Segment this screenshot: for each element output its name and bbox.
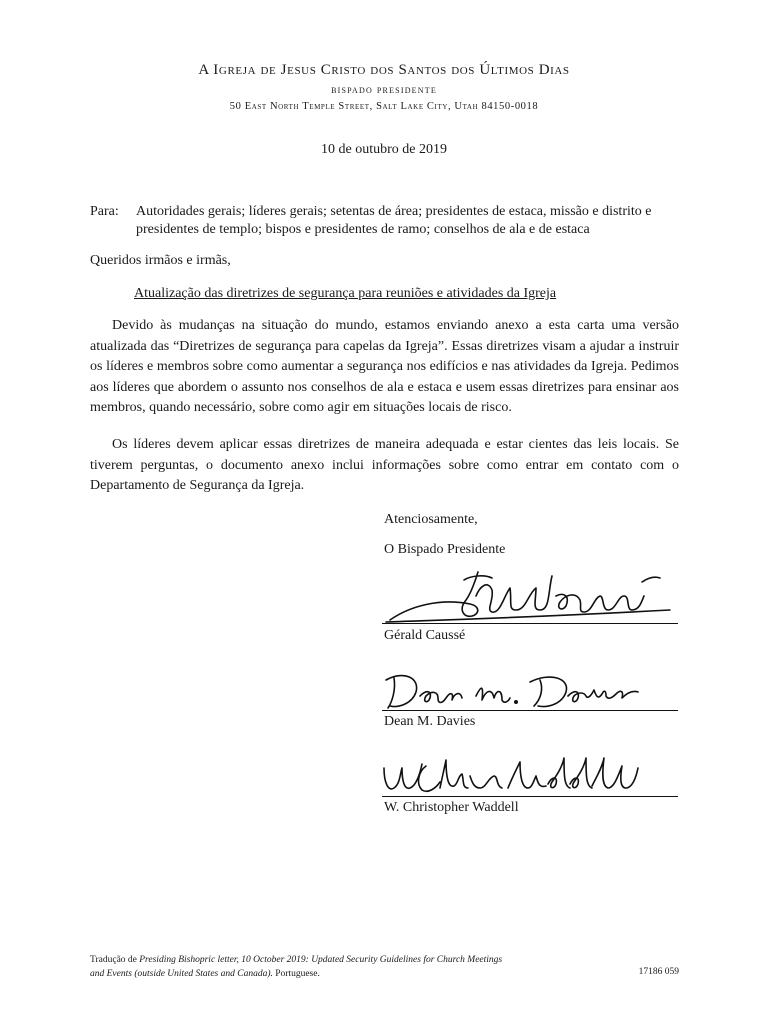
signer-name: W. Christopher Waddell (384, 800, 519, 815)
signature-image (380, 660, 680, 712)
letterhead-subtitle: bispado presidente (331, 84, 437, 96)
signature-line (382, 710, 678, 711)
signer-name: Gérald Caussé (384, 628, 466, 643)
recipients-label: Para: (90, 204, 119, 219)
greeting: Queridos irmãos e irmãs, (90, 253, 231, 268)
signer-group: O Bispado Presidente (384, 542, 506, 557)
signature-line (382, 796, 678, 797)
signature-image (380, 748, 680, 800)
letterhead-title: A Igreja de Jesus Cristo dos Santos dos Últimos Dias (198, 62, 570, 78)
footer-italic-title: Presiding Bishopric letter, 10 October 2019: Updated Security Guidelines for Church Meetings and Events (outside United States and Canada). (90, 955, 503, 979)
footer-prefix: Tradução de (90, 955, 140, 965)
body-paragraph: Os líderes devem aplicar essas diretrizes de maneira adequada e estar cientes das leis locais. Se tiverem perguntas, o documento anexo inclui informações sobre como entrar em contato com o Departamento de Segurança da Igreja. (90, 437, 679, 493)
letter-date: 10 de outubro de 2019 (321, 142, 447, 157)
signer-name: Dean M. Davies (384, 714, 476, 729)
footer-code: 17186 059 (638, 967, 679, 977)
recipients-text: Autoridades gerais; líderes gerais; setentas de área; presidentes de estaca, missão e distrito e presidentes de templo; bispos e presidentes de ramo; conselhos de ala e de estaca (136, 204, 652, 237)
closing: Atenciosamente, (384, 512, 478, 527)
subject-line: Atualização das diretrizes de segurança para reuniões e atividades da Igreja (134, 286, 557, 301)
footer-suffix: Portuguese. (272, 969, 320, 979)
letterhead-address: 50 East North Temple Street, Salt Lake City, Utah 84150-0018 (229, 101, 539, 112)
signature-line (382, 623, 678, 624)
footer-translation-note (90, 953, 510, 981)
body-paragraph: Devido às mudanças na situação do mundo, estamos enviando anexo a esta carta uma versão atualizada das “Diretrizes de segurança para capelas da Igreja”. Essas diretrizes visam a ajudar a instruir os líderes e membros sobre como aumentar a segurança nos edifícios e nas atividades da Igreja. Pedimos aos líderes que abordem o assunto nos conselhos de ala e estaca e usem essas diretrizes para ensinar aos membros, quando necessário, sobre como agir em situações locais de risco. (90, 318, 679, 415)
signature-image (380, 566, 680, 626)
